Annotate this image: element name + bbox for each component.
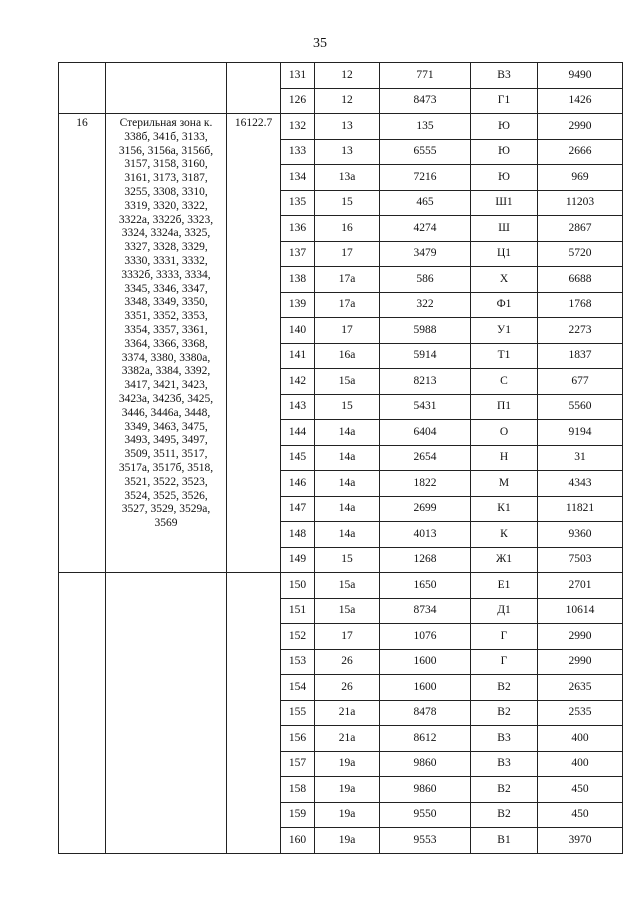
description-line: 3348, 3349, 3350, (124, 296, 208, 309)
col-b-cell: 8213 (380, 369, 471, 395)
row-number-cell: 148 (281, 522, 315, 548)
col-c-cell: В1 (471, 828, 538, 854)
col-b-cell: 1268 (380, 547, 471, 573)
row-number-cell: 153 (281, 649, 315, 675)
col-b-cell: 771 (380, 63, 471, 89)
col-c-cell: Г (471, 624, 538, 650)
col-a-cell: 26 (315, 675, 380, 701)
col-a-cell: 21а (315, 700, 380, 726)
description-cell (106, 573, 227, 854)
table-row (59, 114, 623, 140)
area-cell (227, 63, 281, 114)
col-a-cell: 14а (315, 420, 380, 446)
col-a-cell: 12 (315, 88, 380, 114)
col-b-cell: 7216 (380, 165, 471, 191)
row-number-cell: 147 (281, 496, 315, 522)
col-c-cell: В3 (471, 63, 538, 89)
col-c-cell: Ц1 (471, 241, 538, 267)
description-line: 3517а, 3517б, 3518, (118, 461, 214, 474)
col-d-cell: 9360 (538, 522, 623, 548)
col-d-cell: 2990 (538, 114, 623, 140)
description-line: 3569 (154, 517, 178, 530)
col-d-cell: 5560 (538, 394, 623, 420)
col-a-cell: 15 (315, 394, 380, 420)
col-d-cell: 400 (538, 726, 623, 752)
row-number-cell: 126 (281, 88, 315, 114)
row-number-cell: 142 (281, 369, 315, 395)
col-b-cell: 9860 (380, 751, 471, 777)
row-number-cell: 134 (281, 165, 315, 191)
row-number-cell: 137 (281, 241, 315, 267)
col-d-cell: 11203 (538, 190, 623, 216)
col-d-cell: 969 (538, 165, 623, 191)
row-number-cell: 144 (281, 420, 315, 446)
col-a-cell: 14а (315, 471, 380, 497)
col-c-cell: В2 (471, 700, 538, 726)
row-number-cell: 146 (281, 471, 315, 497)
col-a-cell: 17а (315, 267, 380, 293)
row-number-cell: 139 (281, 292, 315, 318)
area-cell: 16122.7 (227, 114, 281, 573)
row-number-cell: 145 (281, 445, 315, 471)
row-number-cell: 160 (281, 828, 315, 854)
page-number: 35 (313, 36, 327, 51)
col-c-cell: П1 (471, 394, 538, 420)
col-b-cell: 322 (380, 292, 471, 318)
description-line: 3509, 3511, 3517, (124, 448, 208, 461)
col-b-cell: 6555 (380, 139, 471, 165)
col-b-cell: 1650 (380, 573, 471, 599)
description-line: 3364, 3366, 3368, (124, 337, 208, 350)
col-a-cell: 14а (315, 496, 380, 522)
row-number-cell: 131 (281, 63, 315, 89)
col-c-cell: Ш1 (471, 190, 538, 216)
col-b-cell: 8478 (380, 700, 471, 726)
col-c-cell: Г (471, 649, 538, 675)
col-b-cell: 9550 (380, 802, 471, 828)
col-d-cell: 31 (538, 445, 623, 471)
description-line: 3327, 3328, 3329, (124, 241, 208, 254)
col-b-cell: 5431 (380, 394, 471, 420)
col-c-cell: В3 (471, 751, 538, 777)
col-b-cell: 465 (380, 190, 471, 216)
col-a-cell: 17 (315, 318, 380, 344)
col-d-cell: 2867 (538, 216, 623, 242)
index-cell (59, 573, 106, 854)
col-c-cell: В2 (471, 777, 538, 803)
description-line: 3351, 3352, 3353, (124, 310, 208, 323)
description-line: 3374, 3380, 3380а, (121, 351, 211, 364)
row-number-cell: 132 (281, 114, 315, 140)
col-a-cell: 15а (315, 573, 380, 599)
col-c-cell: Х (471, 267, 538, 293)
description-line: 3330, 3331, 3332, (124, 254, 208, 267)
col-d-cell: 450 (538, 777, 623, 803)
col-d-cell: 1426 (538, 88, 623, 114)
row-number-cell: 135 (281, 190, 315, 216)
col-a-cell: 13 (315, 139, 380, 165)
description-line: 3417, 3421, 3423, (124, 379, 208, 392)
col-b-cell: 8473 (380, 88, 471, 114)
row-number-cell: 155 (281, 700, 315, 726)
data-table (58, 62, 623, 854)
description-line: 3446, 3446а, 3448, (121, 406, 211, 419)
table-row (59, 63, 623, 89)
col-d-cell: 4343 (538, 471, 623, 497)
col-d-cell: 7503 (538, 547, 623, 573)
row-number-cell: 133 (281, 139, 315, 165)
row-number-cell: 159 (281, 802, 315, 828)
col-c-cell: М (471, 471, 538, 497)
col-c-cell: Д1 (471, 598, 538, 624)
description-cell (106, 63, 227, 114)
col-b-cell: 9860 (380, 777, 471, 803)
col-a-cell: 19а (315, 751, 380, 777)
col-d-cell: 2666 (538, 139, 623, 165)
description-line: 3324, 3324а, 3325, (121, 227, 211, 240)
description-line: 338б, 341б, 3133, (124, 130, 208, 143)
col-d-cell: 2990 (538, 649, 623, 675)
col-c-cell: К1 (471, 496, 538, 522)
col-a-cell: 16а (315, 343, 380, 369)
col-c-cell: Г1 (471, 88, 538, 114)
col-c-cell: С (471, 369, 538, 395)
col-b-cell: 1076 (380, 624, 471, 650)
col-b-cell: 6404 (380, 420, 471, 446)
row-number-cell: 154 (281, 675, 315, 701)
row-number-cell: 141 (281, 343, 315, 369)
col-d-cell: 9490 (538, 63, 623, 89)
col-b-cell: 5988 (380, 318, 471, 344)
col-c-cell: Ю (471, 114, 538, 140)
col-c-cell: В2 (471, 675, 538, 701)
col-c-cell: Е1 (471, 573, 538, 599)
col-c-cell: Н (471, 445, 538, 471)
description-line: 3156, 3156а, 3156б, (118, 144, 214, 157)
col-b-cell: 9553 (380, 828, 471, 854)
col-c-cell: Ф1 (471, 292, 538, 318)
col-a-cell: 13а (315, 165, 380, 191)
col-b-cell: 135 (380, 114, 471, 140)
description-line: 3161, 3173, 3187, (124, 172, 208, 185)
col-b-cell: 2699 (380, 496, 471, 522)
col-a-cell: 14а (315, 445, 380, 471)
col-d-cell: 1837 (538, 343, 623, 369)
col-b-cell: 8734 (380, 598, 471, 624)
row-number-cell: 149 (281, 547, 315, 573)
col-d-cell: 5720 (538, 241, 623, 267)
col-b-cell: 8612 (380, 726, 471, 752)
col-d-cell: 6688 (538, 267, 623, 293)
row-number-cell: 157 (281, 751, 315, 777)
col-a-cell: 19а (315, 802, 380, 828)
col-a-cell: 15а (315, 598, 380, 624)
col-b-cell: 1600 (380, 649, 471, 675)
col-d-cell: 11821 (538, 496, 623, 522)
col-a-cell: 19а (315, 777, 380, 803)
col-b-cell: 5914 (380, 343, 471, 369)
description-line: 3349, 3463, 3475, (124, 420, 208, 433)
col-a-cell: 13 (315, 114, 380, 140)
col-a-cell: 26 (315, 649, 380, 675)
row-number-cell: 158 (281, 777, 315, 803)
row-number-cell: 150 (281, 573, 315, 599)
col-d-cell: 2635 (538, 675, 623, 701)
col-c-cell: В2 (471, 802, 538, 828)
row-number-cell: 136 (281, 216, 315, 242)
description-line: 3521, 3522, 3523, (124, 475, 208, 488)
col-a-cell: 17а (315, 292, 380, 318)
col-c-cell: Т1 (471, 343, 538, 369)
description-line: 3493, 3495, 3497, (124, 434, 208, 447)
col-b-cell: 4274 (380, 216, 471, 242)
row-number-cell: 152 (281, 624, 315, 650)
col-b-cell: 3479 (380, 241, 471, 267)
col-d-cell: 400 (538, 751, 623, 777)
col-c-cell: Ш (471, 216, 538, 242)
col-a-cell: 21а (315, 726, 380, 752)
col-d-cell: 2990 (538, 624, 623, 650)
col-a-cell: 19а (315, 828, 380, 854)
col-a-cell: 12 (315, 63, 380, 89)
description-line: 3255, 3308, 3310, (124, 185, 208, 198)
col-c-cell: Ж1 (471, 547, 538, 573)
col-b-cell: 1600 (380, 675, 471, 701)
col-c-cell: В3 (471, 726, 538, 752)
description-cell (106, 114, 227, 573)
col-b-cell: 4013 (380, 522, 471, 548)
description-line: 3322а, 3322б, 3323, (118, 213, 214, 226)
row-number-cell: 138 (281, 267, 315, 293)
col-a-cell: 14а (315, 522, 380, 548)
description-line: 3423а, 3423б, 3425, (118, 392, 214, 405)
row-number-cell: 156 (281, 726, 315, 752)
col-d-cell: 3970 (538, 828, 623, 854)
col-c-cell: К (471, 522, 538, 548)
col-a-cell: 15 (315, 547, 380, 573)
col-d-cell: 10614 (538, 598, 623, 624)
col-c-cell: О (471, 420, 538, 446)
area-cell (227, 573, 281, 854)
description-line: 3527, 3529, 3529а, (121, 503, 211, 516)
description-line: 3354, 3357, 3361, (124, 323, 208, 336)
col-c-cell: У1 (471, 318, 538, 344)
description-line: 3332б, 3333, 3334, (121, 268, 211, 281)
table-row (59, 573, 623, 599)
description-line: 3157, 3158, 3160, (124, 158, 208, 171)
col-b-cell: 2654 (380, 445, 471, 471)
description-line: 3345, 3346, 3347, (124, 282, 208, 295)
index-cell (59, 63, 106, 114)
col-d-cell: 450 (538, 802, 623, 828)
description-line: 3524, 3525, 3526, (124, 489, 208, 502)
description-line: Стерильная зона к. (119, 117, 213, 129)
col-a-cell: 16 (315, 216, 380, 242)
col-b-cell: 586 (380, 267, 471, 293)
col-d-cell: 677 (538, 369, 623, 395)
col-a-cell: 17 (315, 241, 380, 267)
col-a-cell: 15а (315, 369, 380, 395)
description-line: 3382а, 3384, 3392, (121, 365, 211, 378)
col-d-cell: 9194 (538, 420, 623, 446)
col-c-cell: Ю (471, 165, 538, 191)
index-cell: 16 (59, 114, 106, 573)
col-d-cell: 1768 (538, 292, 623, 318)
row-number-cell: 143 (281, 394, 315, 420)
col-d-cell: 2535 (538, 700, 623, 726)
col-b-cell: 1822 (380, 471, 471, 497)
description-line: 3319, 3320, 3322, (124, 199, 208, 212)
row-number-cell: 140 (281, 318, 315, 344)
col-c-cell: Ю (471, 139, 538, 165)
col-a-cell: 15 (315, 190, 380, 216)
col-a-cell: 17 (315, 624, 380, 650)
col-d-cell: 2273 (538, 318, 623, 344)
row-number-cell: 151 (281, 598, 315, 624)
col-d-cell: 2701 (538, 573, 623, 599)
